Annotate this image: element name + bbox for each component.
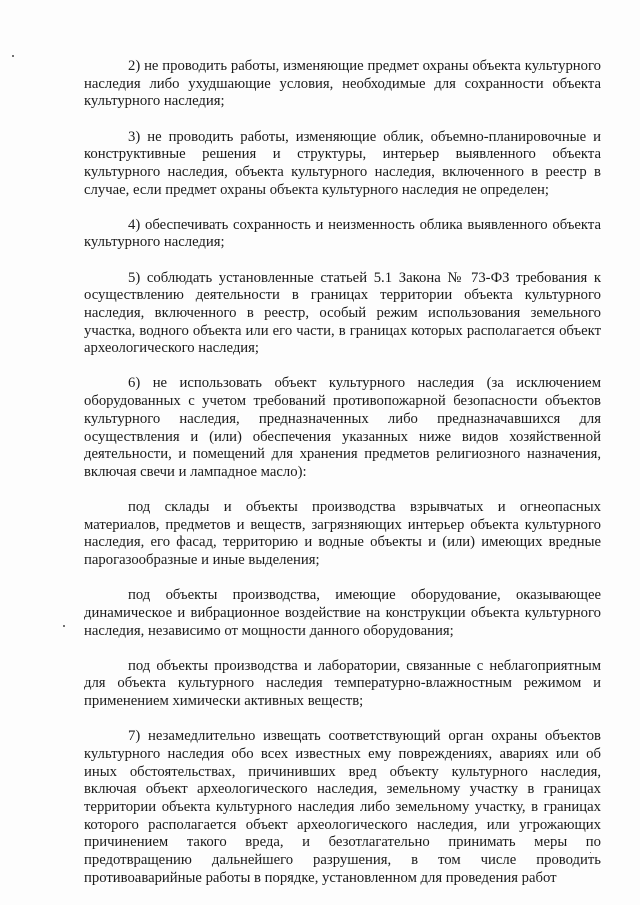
paragraph-item-5: 5) соблюдать установленные статьей 5.1 Закона № 73-ФЗ требования к осуществлению деятельности в границах территории объекта культурного наследия, включенного в реестр, особый режим использования земельного участка, водного объекта или его части, в границах которых располагается объект археологического наследия; xyxy=(84,269,601,357)
paragraph-item-3: 3) не проводить работы, изменяющие облик, объемно-планировочные и конструктивные решения и структуры, интерьер выявленного объекта культурного наследия, объекта культурного наследия, включенного в реестр в случае, если предмет охраны объекта культурного наследия не определен; xyxy=(84,128,601,198)
paragraph-subitem-warehouses: под склады и объекты производства взрывчатых и огнеопасных материалов, предметов и веществ, загрязняющих интерьер объекта культурного наследия, его фасад, территорию и водные объекты и (или) имеющих вредные парогазообразные и иные выделения; xyxy=(84,499,601,569)
paragraph-item-4: 4) обеспечивать сохранность и неизменность облика выявленного объекта культурного наследия; xyxy=(84,216,601,251)
scan-speck xyxy=(63,625,65,627)
scan-speck xyxy=(12,55,14,57)
paragraph-item-2: 2) не проводить работы, изменяющие предмет охраны объекта культурного наследия либо ухудшающие условия, необходимые для сохранности объекта культурного наследия; xyxy=(84,58,601,110)
paragraph-item-6: 6) не использовать объект культурного наследия (за исключением оборудованных с учетом требований противопожарной безопасности объектов культурного наследия, предназначенных либо предназначавшихся для осуществления и (или) обеспечения указанных ниже видов хозяйственной деятельности, и помещений для хранения предметов религиозного назначения, включая свечи и лампадное масло): xyxy=(84,375,601,480)
paragraph-subitem-laboratories: под объекты производства и лаборатории, связанные с неблагоприятным для объекта культурного наследия температурно-влажностным режимом и применением химически активных веществ; xyxy=(84,657,601,710)
paragraph-subitem-production-vibration: под объекты производства, имеющие оборудование, оказывающее динамическое и вибрационное воздействие на конструкции объекта культурного наследия, независимо от мощности данного оборудования; xyxy=(84,587,601,639)
paragraph-item-7: 7) незамедлительно извещать соответствующий орган охраны объектов культурного наследия обо всех известных ему повреждениях, авариях или об иных обстоятельствах, причинивших вред объекту культурного наследия, включая объект археологического наследия, земельному участку в границах территории объекта культурного наследия либо земельному участку, в границах которого располагается объект археологического наследия, или угрожающих причинением такого вреда, и безотлагательно принимать меры по предотвращению дальнейшего разрушения, в том числе проводить противоаварийные работы в порядке, установленном для проведения работ xyxy=(84,728,601,886)
document-body xyxy=(84,58,601,905)
